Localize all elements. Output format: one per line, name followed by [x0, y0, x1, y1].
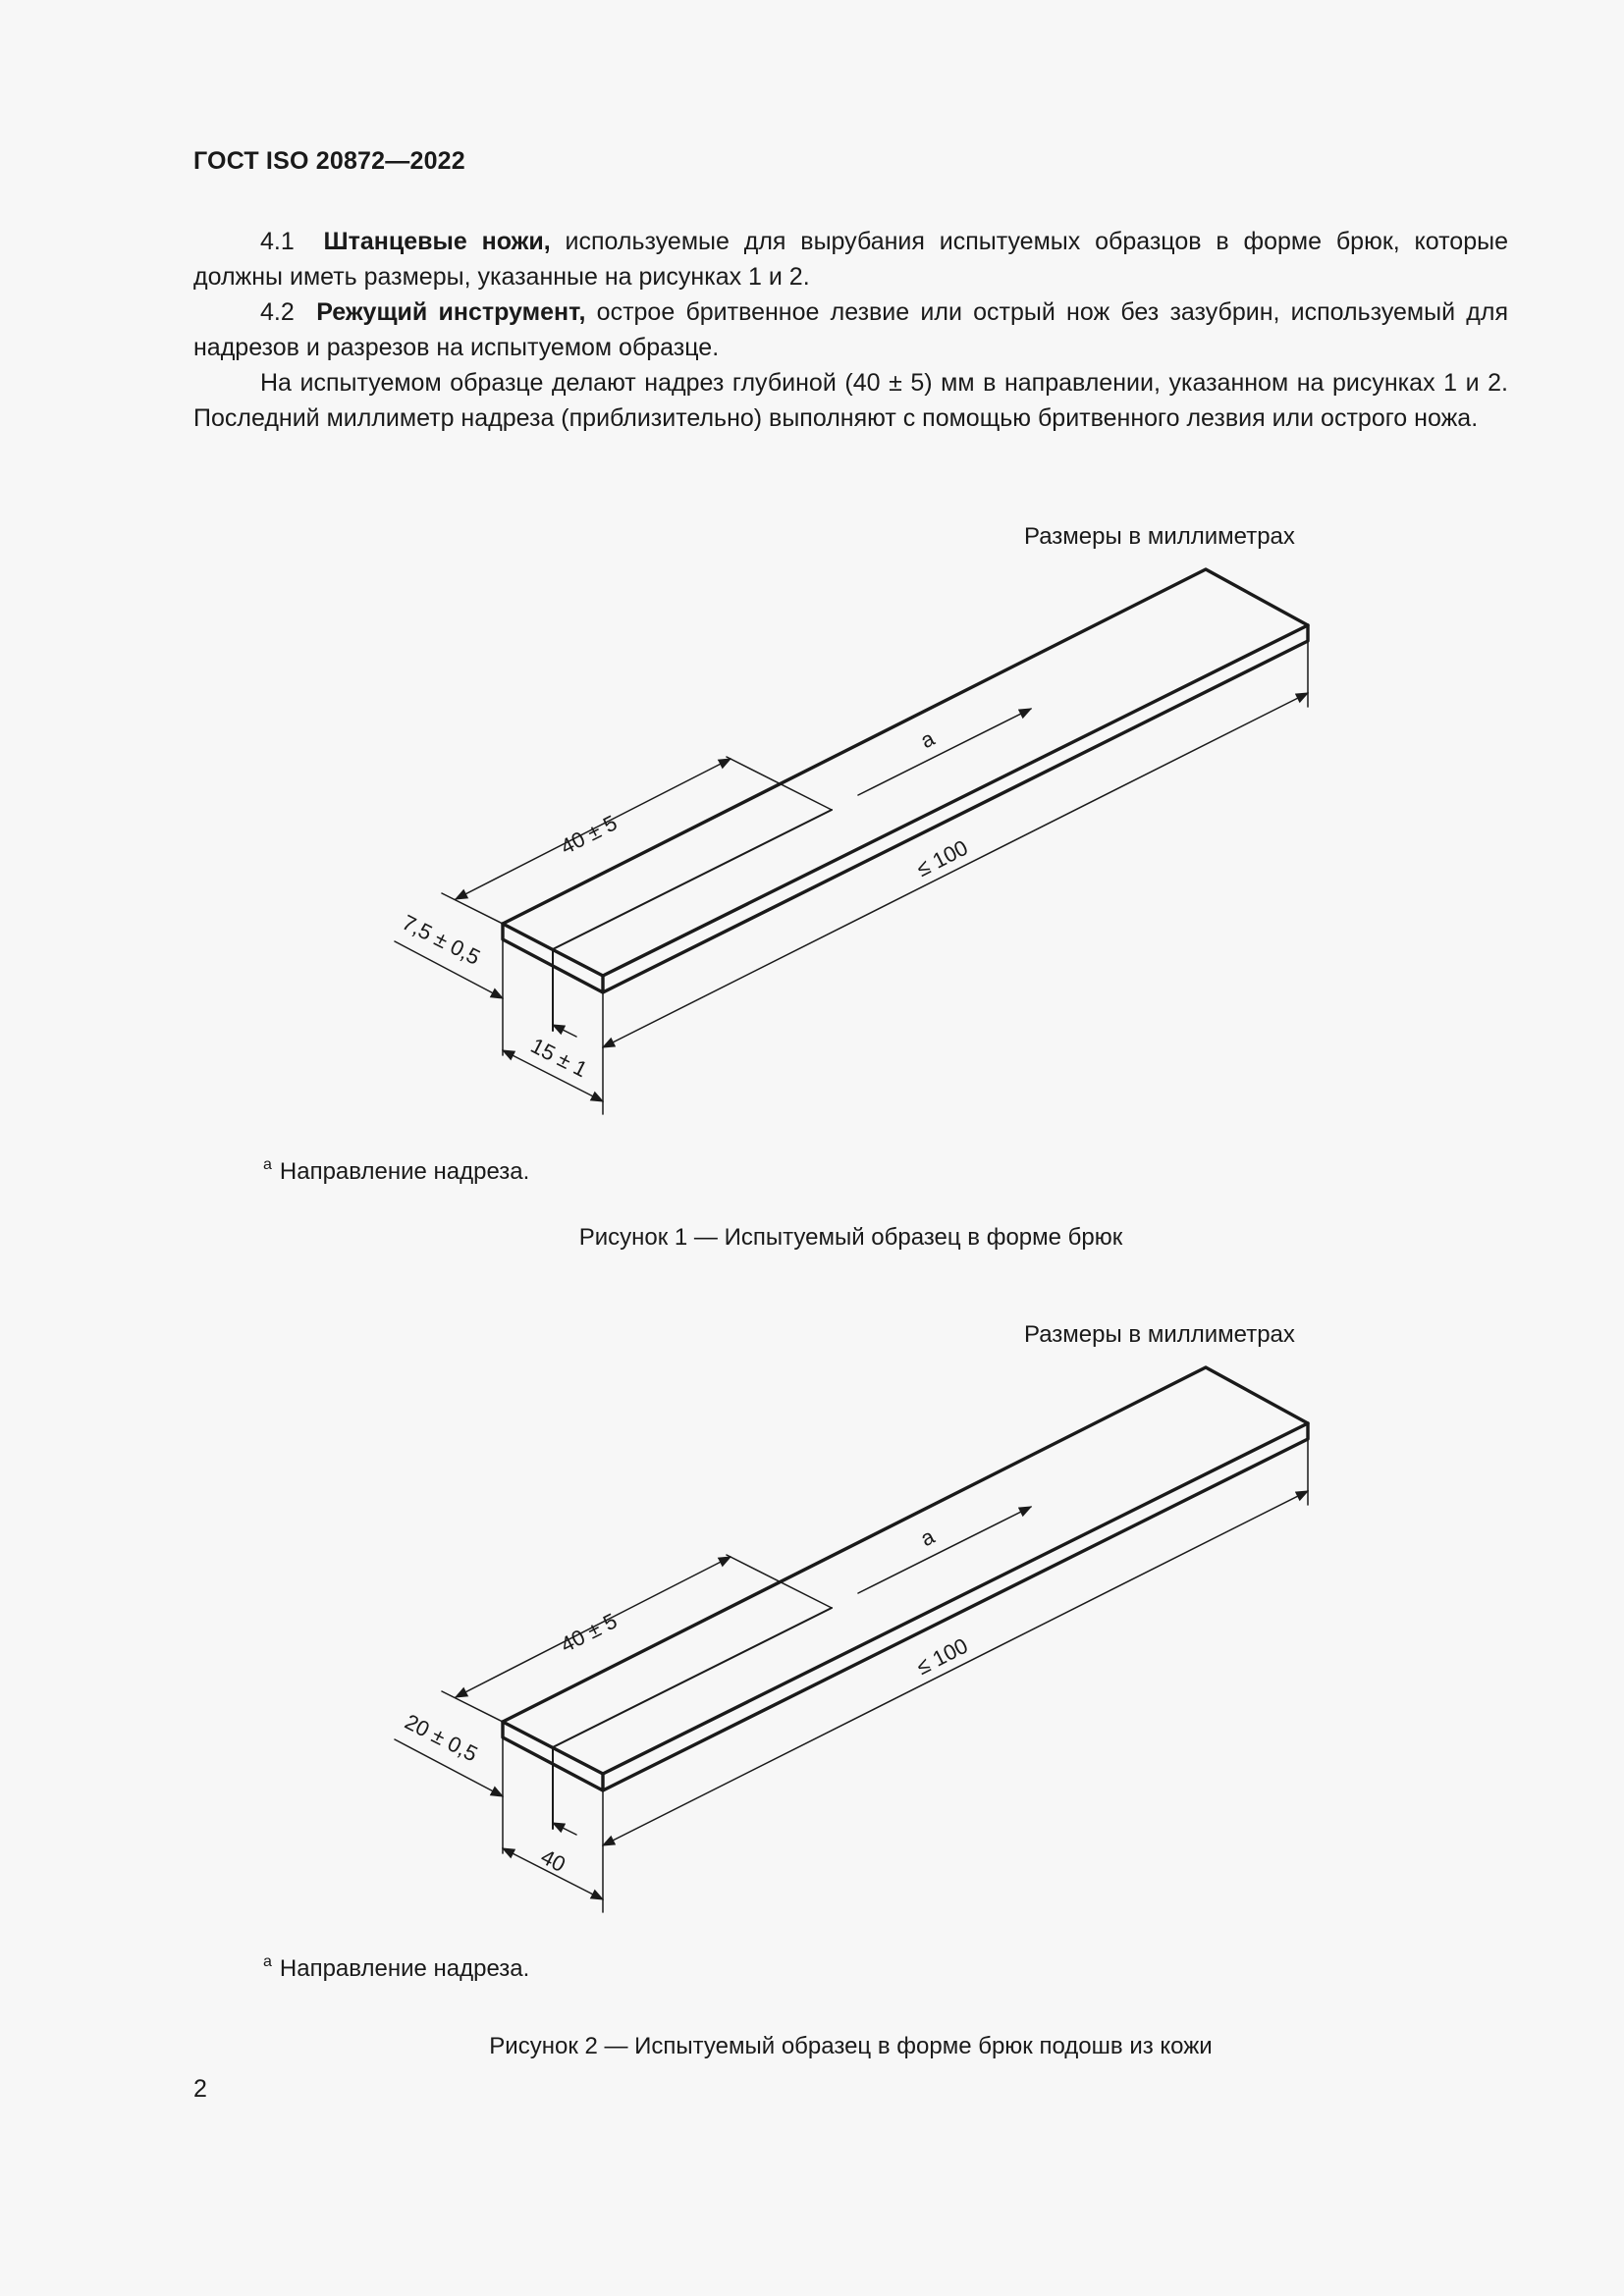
dim-extension [442, 1691, 503, 1722]
paragraph-4-2 [193, 294, 1508, 365]
dim-arrow-thickness [553, 1823, 576, 1835]
clause-text: используемые для вырубания испытуемых образцов в форме брюк, которые должны иметь размеры, указанные на рисунках 1 и 2. [193, 228, 1508, 291]
dim-label-cut-length: 40 ± 5 [556, 1608, 622, 1658]
direction-arrow [858, 1507, 1031, 1593]
direction-arrow [858, 709, 1031, 795]
dim-label-length: ≤ 100 [912, 1632, 972, 1680]
figure1-svg [373, 550, 1335, 1139]
figure2-svg [373, 1348, 1335, 1937]
dim-label-direction: a [916, 1523, 939, 1552]
footnote-text: Направление надреза. [279, 1158, 530, 1185]
paragraph-text: На испытуемом образце делают надрез глубиной (40 ± 5) мм в направлении, указанном на рисунках 1 и 2. Последний миллиметр надреза (приблизительно) выполняют с помощью бритвенного лезвия или острого ножа. [193, 369, 1508, 432]
figure1-footnote [263, 1156, 529, 1186]
clause-term: Режущий инструмент, [316, 298, 586, 326]
specimen-side-face [603, 625, 1308, 992]
dim-label-thickness: 20 ± 0,5 [401, 1709, 482, 1767]
dim-label-cut-length: 40 ± 5 [556, 810, 622, 860]
figure2-footnote [263, 1953, 529, 1983]
figure2-caption: Рисунок 2 — Испытуемый образец в форме брюк подошв из кожи [489, 2033, 1213, 2059]
footnote-marker: a [263, 1156, 272, 1173]
page-number: 2 [193, 2075, 207, 2103]
clause-text: острое бритвенное лезвие или острый нож без зазубрин, используемый для надрезов и разрезов на испытуемом образце. [193, 298, 1508, 361]
figure2-units-caption: Размеры в миллиметрах [1024, 1321, 1295, 1348]
figure1-diagram [373, 550, 1335, 1139]
specimen-side-face [603, 1423, 1308, 1790]
clause-number: 4.2 [260, 298, 295, 326]
footnote-text: Направление надреза. [279, 1955, 530, 1982]
dim-label-length: ≤ 100 [912, 834, 972, 881]
dim-label-thickness: 7,5 ± 0,5 [398, 909, 485, 970]
paragraph-cut-description [193, 365, 1508, 436]
paragraph-4-1 [193, 224, 1508, 294]
dim-extension [442, 893, 503, 924]
dim-arrow-thickness [553, 1025, 576, 1037]
document-header: ГОСТ ISO 20872—2022 [193, 147, 465, 175]
clause-term: Штанцевые ножи, [323, 228, 551, 255]
figure2-diagram [373, 1348, 1335, 1937]
dim-label-width: 40 [536, 1843, 569, 1878]
figure1-caption: Рисунок 1 — Испытуемый образец в форме брюк [578, 1224, 1123, 1251]
dim-label-direction: a [916, 725, 939, 754]
clause-number: 4.1 [260, 228, 295, 255]
footnote-marker: a [263, 1953, 272, 1970]
dim-label-width: 15 ± 1 [526, 1033, 592, 1083]
figure1-units-caption: Размеры в миллиметрах [1024, 523, 1295, 550]
